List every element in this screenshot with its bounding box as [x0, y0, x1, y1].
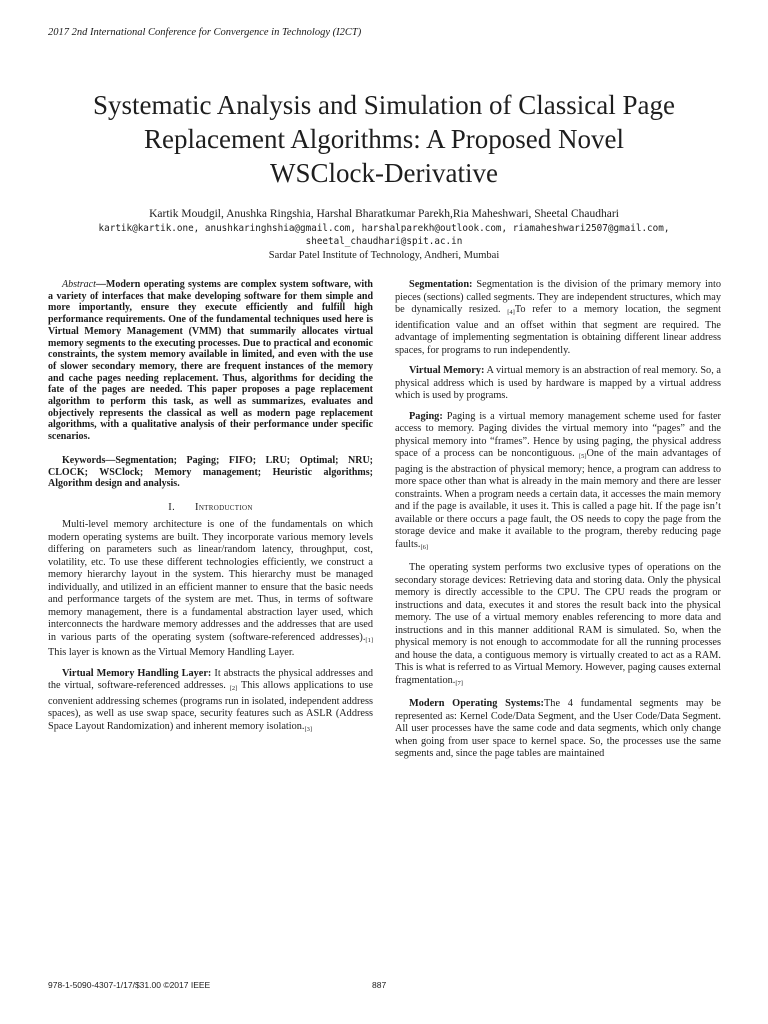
- citation: [2]: [229, 685, 238, 693]
- paging-paragraph: Paging: Paging is a virtual memory management scheme used for faster access to memory. Paging divides the virtual memory into “pages” and the physical memory into “frames”. Hence by using paging, the physical address space of a process can be noncontiguous. [5]One of the main advantages of paging is the abstraction of physical memory; hence, a program can address to more space other than what is already in the main memory and there are lesser constraints. When a program needs a certain data, it accesses the main memory and if the page is available, it uses it. This is called a page hit. If the page isn’t available or there occurs a page fault, the OS needs to copy the page from the storage device and make it available to the program, thereby reducing page faults.[6]: [395, 410, 721, 551]
- title-line: Systematic Analysis and Simulation of Classical Page: [93, 90, 675, 120]
- paragraph-lead: Paging:: [409, 410, 443, 422]
- citation: [1]: [365, 636, 373, 644]
- paragraph-lead: Virtual Memory Handling Layer:: [62, 667, 212, 679]
- citation: [5]: [578, 453, 587, 460]
- conference-header: 2017 2nd International Conference for Convergence in Technology (I2CT): [48, 27, 362, 38]
- paragraph-lead: Virtual Memory:: [409, 365, 485, 376]
- abstract-text: —Modern operating systems are complex system software, with a variety of interfaces that make developing software for them simple and more importantly, ensure they execute efficiently and fulfill high performance requirements. One of the fundamental techniques used here is Virtual Memory Management (VMM) that summarily allocates virtual memory segments to the executing processes. Due to practical and economic constraints, the system memory available in limited, and even with the use of slower secondary memory, there are frequent instances of the memory and cache pages needing replacement. Thus, algorithms for deciding the fate of the pages are needed. This paper proposes a page replacement algorithm to perform this task, as well as summarizes, evaluates and objectively represents the classical as well as modern page replacement algorithms, with a qualitative analysis of their performance under specific scenarios.: [48, 279, 373, 443]
- email-line: sheetal_chaudhari@spit.ac.in: [305, 235, 463, 247]
- title-line: Replacement Algorithms: A Proposed Novel: [144, 124, 624, 154]
- virtual-memory-paragraph: Virtual Memory: A virtual memory is an abstraction of real memory. So, a physical address which is used by hardware is mapped by a virtual address which is used by programs.: [395, 365, 721, 401]
- section-title: Introduction: [195, 501, 253, 513]
- abstract-label: Abstract: [62, 279, 96, 290]
- paragraph-lead: Segmentation:: [409, 279, 473, 290]
- title-line: WSClock-Derivative: [270, 158, 498, 188]
- paragraph-lead: Modern Operating Systems:: [409, 698, 544, 709]
- citation: [4]: [507, 309, 515, 316]
- affiliation: Sardar Patel Institute of Technology, Andheri, Mumbai: [268, 250, 500, 261]
- citation: [6]: [420, 543, 429, 551]
- email-line: kartik@kartik.one, anushkaringhshia@gmail.com, harshalparekh@outlook.com, riamaheshwari2507@gmail.com,: [98, 223, 670, 234]
- modern-os-paragraph: Modern Operating Systems:The 4 fundamental segments may be represented as: Kernel Code/Data Segment, and the User Code/Data Segment. All user processes have the same code and data segments, which only change when going from user space to kernel space. So, the processes use the same segments and, since the page tables are maintained: [395, 698, 721, 759]
- left-column: [48, 279, 373, 736]
- section-heading-introduction: [48, 502, 373, 515]
- author-emails: [30, 223, 738, 248]
- citation: [7]: [455, 679, 463, 687]
- intro-paragraph: Multi-level memory architecture is one of the fundamentals on which modern operating systems are built. They incorporate various memory levels differing on parameters such as linear/random latency, throughput, cost, volatility, etc. To use these different technologies efficiently, we construct a memory hierarchy layout in the system. This hierarchy must be managed individually, and utilized in an efficient manner to ensure that the basic needs and performance targets of the system are met. Thus, in terms of software memory management, there is a fundamental abstraction layer used, which interconnects the hardware memory addresses and the addresses that are used in various parts of the operating system (software-referenced addresses).[1] This layer is known as the Virtual Memory Handling Layer.: [48, 519, 373, 659]
- os-operations-paragraph: The operating system performs two exclusive types of operations on the secondary storage devices: Retrieving data and storing data. Only the physical memory is directly accessible to the CPU. The CPU reads the program or instructions and data, executes it and stores the result back into the physical memory. The use of a virtual memory enables referencing to more data and instructions and in this manner additional RAM is simulated. So, when the physical memory is not enough to accommodate for all the running processes and house the data, a contiguous memory is virtually created to act as a RAM. This is what is referred to as Virtual Memory. However, paging causes external fragmentation.[7]: [395, 562, 721, 687]
- segmentation-paragraph: Segmentation: Segmentation is the division of the primary memory into pieces (sections) called segments. They are independent structures, which may be dynamically resized. [4]To refer to a memory location, the segment identification value and an offset within that segment are required. The advantage of implementing segmentation is obtaining different linear address spaces, for programs to run independently.: [395, 279, 721, 356]
- keywords: Keywords—Segmentation; Paging; FIFO; LRU; Optimal; NRU; CLOCK; WSClock; Memory management; Heuristic algorithms; Algorithm design and analysis.: [48, 454, 373, 490]
- paper-title: [30, 88, 738, 190]
- page-number: 887: [372, 980, 387, 990]
- abstract: [48, 279, 373, 443]
- author-list: Kartik Moudgil, Anushka Ringshia, Harshal Bharatkumar Parekh,Ria Maheshwari, Sheetal Chaudhari: [149, 208, 619, 220]
- vmhl-paragraph: Virtual Memory Handling Layer: It abstracts the physical addresses and the virtual, software-referenced addresses. [2] This allows applications to use convenient addressing schemes (programs run in isolated, independent address spaces), as well as use swap space, security features such as ASLR (Address Space Layout Randomization) and inherent memory isolation.[3]: [48, 667, 373, 733]
- footer-isbn: 978-1-5090-4307-1/17/$31.00 ©2017 IEEE: [48, 980, 211, 990]
- citation: [3]: [304, 725, 313, 733]
- right-column: [395, 279, 721, 761]
- section-number: I.: [168, 501, 176, 513]
